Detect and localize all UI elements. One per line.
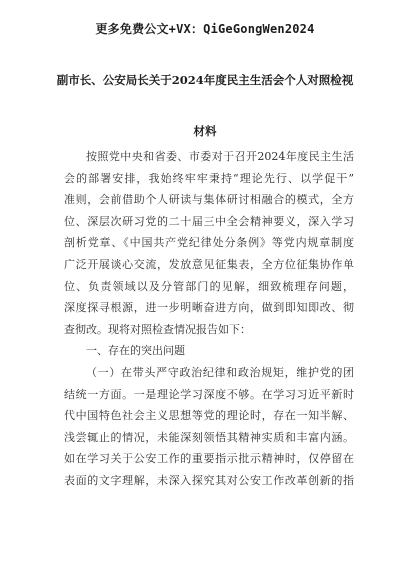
body-line: 浅尝辄止的情况，未能深刻领悟其精神实质和丰富内涵。 (64, 430, 354, 444)
body-line: 剖析党章、《中国共产党纪律处分条例》等党内规章制度 (64, 236, 354, 250)
promo-banner: 更多免费公文+VX：QiGeGongWen2024 (95, 22, 315, 36)
body-line: 代中国特色社会主义思想等党的理论时，存在一知半解、 (64, 409, 354, 423)
document-body (64, 146, 354, 492)
body-line: 如在学习关于公安工作的重要指示批示精神时，仅停留在 (64, 452, 354, 466)
body-line: 按照党中央和省委、市委对于召开2024年度民主生活 (86, 150, 354, 163)
body-line: 深度探寻根源，进一步明晰奋进方向，做到即知即改、彻 (64, 301, 354, 315)
body-line: 查彻改。现将对照检查情况报告如下： (64, 322, 251, 336)
document-title-line-1: 副市长、公安局长关于2024年度民主生活会个人对照检视 (56, 73, 354, 87)
section-heading: 一、存在的突出问题 (86, 344, 185, 358)
body-line: 表面的文字理解，未深入探究其对公安工作改革创新的指 (64, 473, 354, 487)
document-title-line-2: 材料 (193, 124, 217, 138)
body-line: 广泛开展谈心交流，发放意见征集表，全方位征集协作单 (64, 257, 354, 271)
body-line: （一）在带头严守政治纪律和政治规矩，维护党的团 (86, 365, 354, 379)
body-line: 会的部署安排，我始终牢牢秉持“理论先行、以学促干” (64, 171, 354, 185)
body-line: 位、负责领域以及分管部门的见解，细致梳理存问题， (64, 279, 354, 293)
body-line: 结统一方面。一是理论学习深度不够。在学习习近平新时 (64, 387, 354, 401)
body-line: 准则，会前借助个人研读与集体研讨相融合的模式，全方 (64, 193, 354, 207)
body-line: 位、深层次研习党的二十届三中全会精神要义，深入学习 (64, 214, 354, 228)
